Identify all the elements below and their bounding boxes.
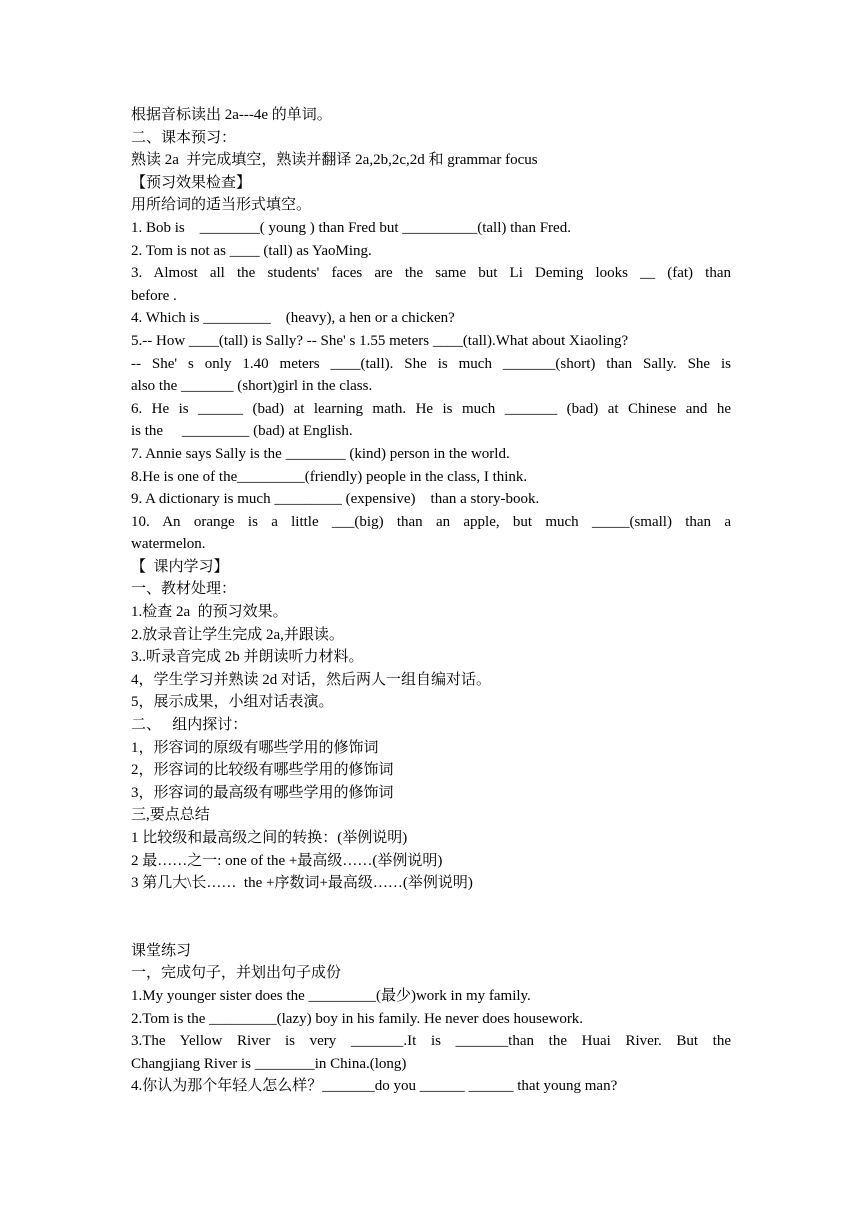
step-3: 3..听录音完成 2b 并朗读听力材料。 bbox=[131, 649, 364, 666]
exercise-item-5-line-2: -- She' s only 1.40 meters ____(tall). She is much _______(short) than Sally. She is bbox=[131, 355, 731, 372]
exercise-list bbox=[131, 217, 731, 556]
exercise-item-6-line-1: 6. He is ______ (bad) at learning math. He is much _______ (bad) at Chinese and he bbox=[131, 400, 731, 417]
practice-heading: 课堂练习 bbox=[131, 942, 192, 959]
discussion-item-1: 1，形容词的原级有哪些学用的修饰词 bbox=[131, 739, 379, 756]
exercise-item-7: 7. Annie says Sally is the ________ (kind) person in the world. bbox=[131, 445, 510, 462]
exercise-item-3-line-2: before . bbox=[131, 287, 177, 304]
in-class-heading: 【 课内学习】 bbox=[131, 558, 229, 575]
exercise-item-5-line-1: 5.-- How ____(tall) is Sally? -- She' s 1.55 meters ____(tall).What about Xiaoling? bbox=[131, 332, 629, 349]
exercise-item-9: 9. A dictionary is much _________ (expensive) than a story-book. bbox=[131, 491, 540, 508]
summary-item-1: 1 比较级和最高级之间的转换：(举例说明) bbox=[131, 830, 408, 846]
exercise-item-10-line-1: 10. An orange is a little ___(big) than an apple, but much _____(small) than a bbox=[131, 513, 731, 530]
summary-item-3: 3 第几大\长…… the +序数词+最高级……(举例说明) bbox=[131, 875, 473, 892]
exercise-item-6-line-2: is the _________ (bad) at English. bbox=[131, 423, 353, 440]
exercise-item-2: 2. Tom is not as ____ (tall) as YaoMing. bbox=[131, 242, 372, 259]
discussion-item-3: 3，形容词的最高级有哪些学用的修饰词 bbox=[131, 784, 394, 801]
summary-heading: 三,要点总结 bbox=[131, 807, 210, 824]
textbook-preview-instruction: 熟读 2a 并完成填空，熟读并翻译 2a,2b,2c,2d 和 grammar focus bbox=[131, 152, 538, 169]
practice-item-3-line-2: Changjiang River is ________in China.(long) bbox=[131, 1055, 407, 1072]
practice-item-3-line-1: 3.The Yellow River is very _______.It is _______than the Huai River. But the bbox=[131, 1033, 731, 1050]
exercise-item-3-line-1: 3. Almost all the students' faces are the same but Li Deming looks __ (fat) than bbox=[131, 265, 731, 282]
textbook-preview-heading: 二、课本预习： bbox=[131, 129, 237, 146]
practice-section bbox=[131, 940, 731, 1098]
in-class-section bbox=[131, 556, 731, 895]
practice-subheading: 一，完成句子，并划出句子成份 bbox=[131, 965, 342, 982]
summary-item-2: 2 最……之一: one of the +最高级……(举例说明) bbox=[131, 852, 443, 869]
textbook-processing-heading: 一、教材处理： bbox=[131, 581, 237, 598]
step-1: 1.检查 2a 的预习效果。 bbox=[131, 604, 288, 621]
preview-section bbox=[131, 104, 731, 217]
exercise-item-5-line-3: also the _______ (short)girl in the class. bbox=[131, 378, 373, 395]
exercise-item-10-line-2: watermelon. bbox=[131, 536, 206, 553]
preview-check-heading: 【预习效果检查】 bbox=[131, 174, 252, 191]
exercise-item-8: 8.He is one of the_________(friendly) people in the class, I think. bbox=[131, 468, 528, 485]
exercise-item-1: 1. Bob is ________( young ) than Fred but __________(tall) than Fred. bbox=[131, 219, 571, 236]
practice-item-1: 1.My younger sister does the _________(最少)work in my family. bbox=[131, 987, 531, 1004]
exercise-item-4: 4. Which is _________ (heavy), a hen or a chicken? bbox=[131, 310, 455, 327]
step-5: 5，展示成果，小组对话表演。 bbox=[131, 694, 334, 711]
phonetic-instruction: 根据音标读出 2a---4e 的单词。 bbox=[131, 107, 332, 123]
fill-blank-instruction: 用所给词的适当形式填空。 bbox=[131, 197, 312, 214]
section-spacer bbox=[131, 895, 731, 940]
practice-item-2: 2.Tom is the _________(lazy) boy in his family. He never does housework. bbox=[131, 1010, 584, 1027]
step-4: 4，学生学习并熟读 2d 对话，然后两人一组自编对话。 bbox=[131, 671, 492, 688]
document-page bbox=[131, 104, 731, 1098]
step-2: 2.放录音让学生完成 2a,并跟读。 bbox=[131, 626, 344, 643]
discussion-item-2: 2，形容词的比较级有哪些学用的修饰词 bbox=[131, 762, 394, 779]
group-discussion-heading: 二、 组内探讨： bbox=[131, 717, 248, 734]
practice-item-4: 4.你认为那个年轻人怎么样？_______do you ______ ______ that young man? bbox=[131, 1078, 618, 1095]
